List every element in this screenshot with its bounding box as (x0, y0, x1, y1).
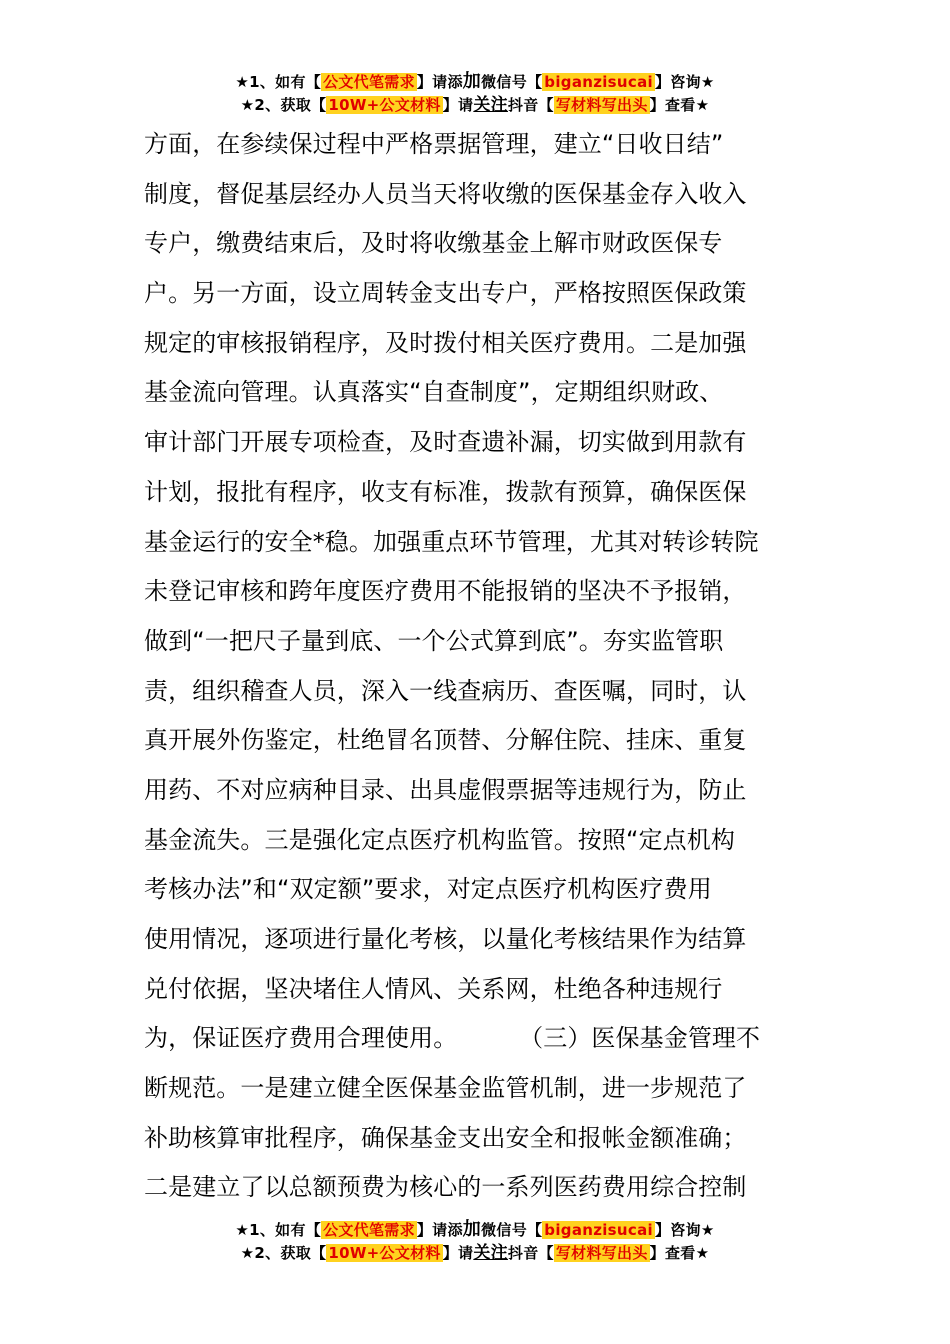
banner-text: 抖音【 (507, 1244, 554, 1262)
banner-emphasis: 加 (462, 1219, 482, 1240)
highlight-douyin: 写材料写出头 (555, 96, 648, 114)
highlight-wechat-id: biganzisucai (544, 73, 653, 91)
body-line: 二是建立了以总额预费为核心的一系列医药费用综合控制 (144, 1173, 747, 1202)
body-line: 规定的审核报销程序，及时拨付相关医疗费用。二是加强 (144, 328, 747, 357)
banner-line-1 (0, 1218, 950, 1242)
banner-text: 】咨询★ (654, 1221, 715, 1239)
banner-text: 】查看★ (649, 96, 710, 114)
banner-emphasis: 关注 (473, 1243, 508, 1263)
body-line: 未登记审核和跨年度医疗费用不能报销的坚决不予报销， (144, 577, 747, 606)
body-line: 专户，缴费结束后，及时将收缴基金上解市财政医保专 (144, 229, 723, 258)
body-line: 用药、不对应病种目录、出具虚假票据等违规行为，防止 (144, 775, 747, 804)
highlight-materials: 10W+公文材料 (328, 1244, 441, 1262)
body-line: 基金流向管理。认真落实“自查制度”，定期组织财政、 (144, 378, 724, 407)
body-line: 责，组织稽查人员，深入一线查病历、查医嘱，同时，认 (144, 676, 747, 705)
banner-text: 】查看★ (649, 1244, 710, 1262)
banner-text: ★1、如有【 (235, 73, 322, 91)
banner-line-2 (0, 94, 950, 117)
body-line: 考核办法”和“双定额”要求，对定点医疗机构医疗费用 (144, 875, 712, 904)
footer-banner (0, 1218, 950, 1265)
banner-line-2 (0, 1242, 950, 1265)
body-line: 断规范。一是建立健全医保基金监管机制，进一步规范了 (144, 1074, 747, 1103)
body-line: 使用情况，逐项进行量化考核，以量化考核结果作为结算 (144, 925, 747, 953)
body-line: 为，保证医疗费用合理使用。 （三）医保基金管理不 (144, 1024, 761, 1053)
body-line: 做到“一把尺子量到底、一个公式算到底”。夯实监管职 (144, 626, 724, 655)
body-line: 户。另一方面，设立周转金支出专户，严格按照医保政策 (144, 279, 747, 308)
header-banner (0, 70, 950, 117)
highlight-wechat-id: biganzisucai (544, 1221, 653, 1239)
banner-text: 】请 (442, 96, 474, 114)
banner-emphasis: 加 (462, 71, 482, 92)
banner-text: ★2、获取【 (240, 1244, 327, 1262)
banner-line-1 (0, 70, 950, 94)
banner-text: ★2、获取【 (240, 96, 327, 114)
highlight-douyin: 写材料写出头 (555, 1244, 648, 1262)
body-line: 制度，督促基层经办人员当天将收缴的医保基金存入收入 (144, 179, 747, 208)
banner-text: 】请添 (416, 73, 463, 91)
banner-text: 】咨询★ (654, 73, 715, 91)
highlight-ghostwriting: 公文代笔需求 (323, 1221, 415, 1239)
banner-emphasis: 关注 (473, 95, 508, 115)
body-line: 兑付依据，坚决堵住人情风、关系网，杜绝各种违规行 (144, 974, 723, 1003)
highlight-ghostwriting: 公文代笔需求 (323, 73, 415, 91)
body-line: 计划，报批有程序，收支有标准，拨款有预算，确保医保 (144, 477, 747, 506)
body-line: 真开展外伤鉴定，杜绝冒名顶替、分解住院、挂床、重复 (144, 726, 747, 755)
banner-text: 】请 (442, 1244, 474, 1262)
highlight-materials: 10W+公文材料 (328, 96, 441, 114)
banner-text: 微信号【 (481, 73, 543, 91)
body-line: 基金运行的安全*稳。加强重点环节管理，尤其对转诊转院 (144, 527, 759, 556)
banner-text: 抖音【 (507, 96, 554, 114)
document-body (144, 120, 804, 1213)
body-line: 基金流失。三是强化定点医疗机构监管。按照“定点机构 (144, 825, 735, 854)
body-line: 方面，在参续保过程中严格票据管理，建立“日收日结” (144, 130, 724, 158)
body-line: 补助核算审批程序，确保基金支出安全和报帐金额准确； (144, 1123, 747, 1152)
banner-text: ★1、如有【 (235, 1221, 322, 1239)
body-line: 审计部门开展专项检查，及时查遗补漏，切实做到用款有 (144, 428, 747, 457)
banner-text: 微信号【 (481, 1221, 543, 1239)
banner-text: 】请添 (416, 1221, 463, 1239)
